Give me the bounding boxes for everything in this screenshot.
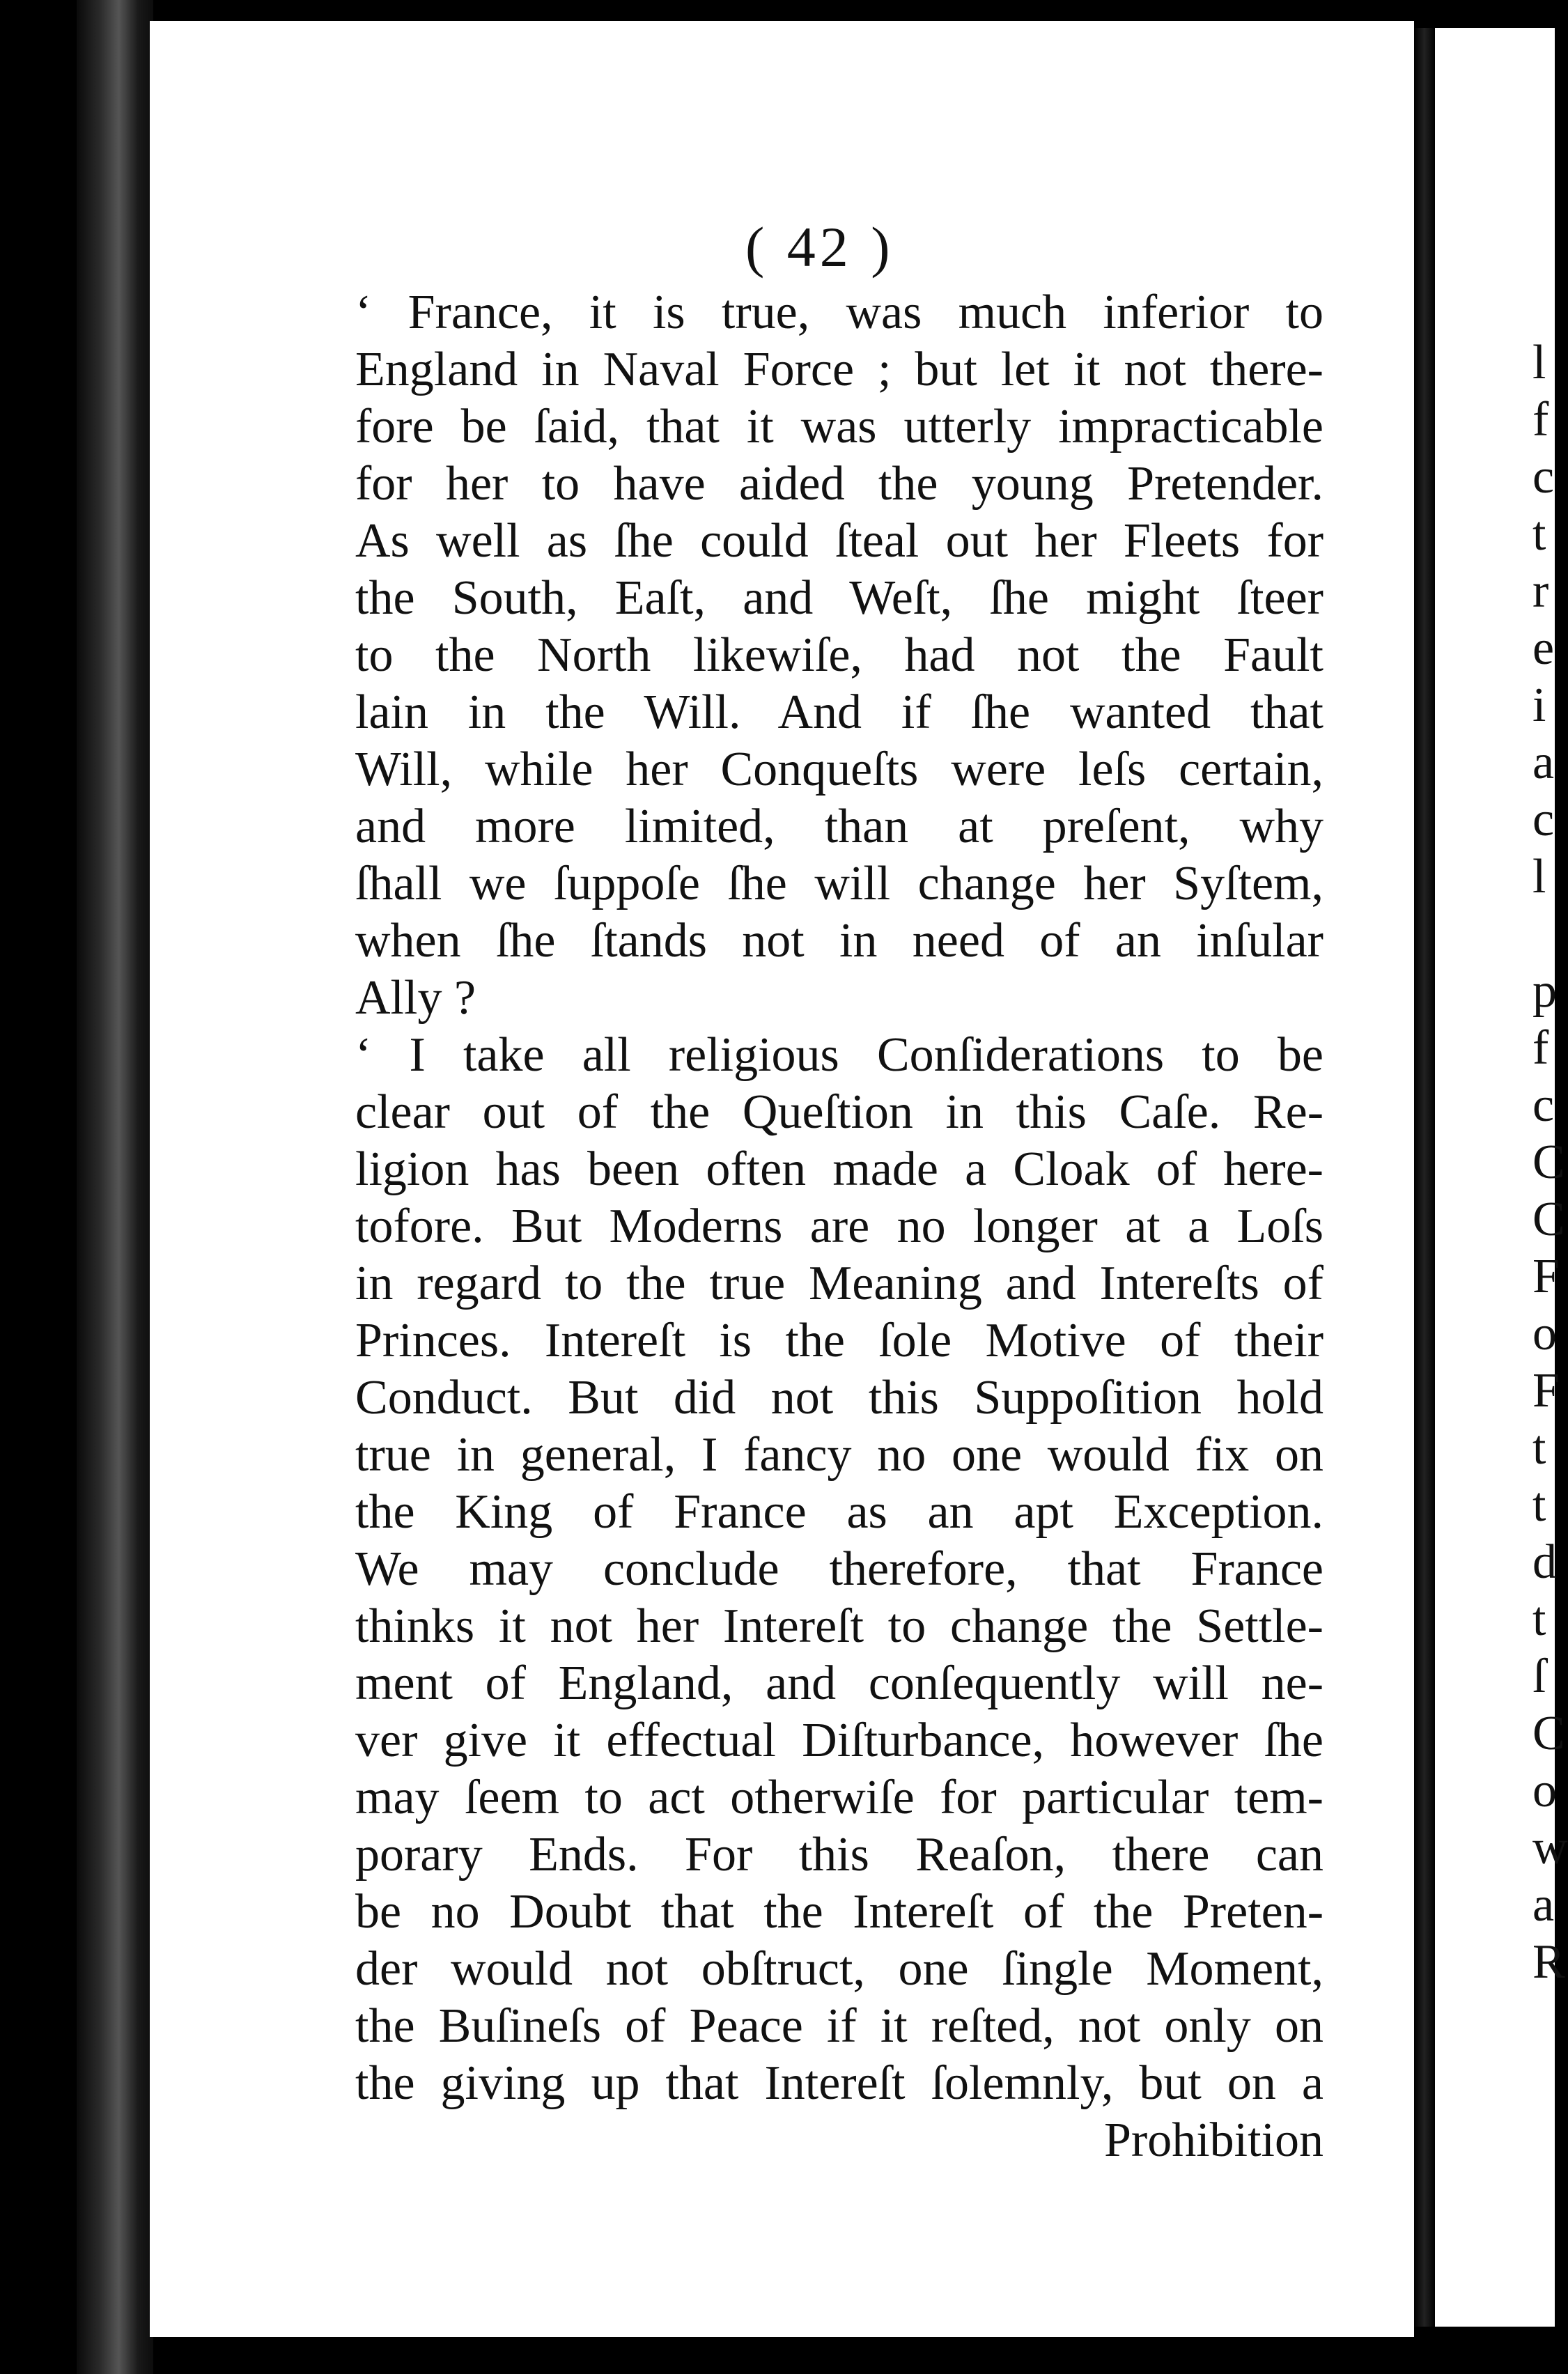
facing-page-letter: o: [1532, 1307, 1557, 1360]
facing-page-letter: w: [1532, 1821, 1568, 1875]
facing-page-letters: [1532, 334, 1568, 1991]
facing-page-letter: c: [1532, 793, 1555, 846]
text-line: clear out of the Queſtion in this Caſe. Re-: [355, 1085, 1324, 1139]
facing-page-letter: e: [1532, 621, 1555, 675]
facing-page-letter: l: [1532, 850, 1546, 903]
text-line: ‘ France, it is true, was much inferior to: [355, 286, 1324, 339]
facing-page-letter: c: [1532, 1078, 1555, 1132]
facing-page-letter: d: [1532, 1535, 1557, 1589]
facing-page-letter: [1532, 906, 1555, 963]
facing-page-letter: t: [1532, 1421, 1546, 1475]
facing-page-letter: R: [1532, 1935, 1565, 1989]
facing-page-letter: i: [1532, 678, 1546, 732]
text-line: the King of France as an apt Exception.: [355, 1485, 1324, 1539]
page-gutter: [1414, 28, 1435, 2327]
text-line: Ally ?: [355, 971, 476, 1025]
facing-page-letter: l: [1532, 336, 1546, 389]
text-line: in regard to the true Meaning and Intereſts of: [355, 1257, 1324, 1310]
text-line: be no Doubt that the Intereſt of the Preten-: [355, 1885, 1324, 1939]
facing-page-letter: t: [1532, 1592, 1546, 1646]
text-line: lain in the Will. And if ſhe wanted that: [355, 685, 1324, 739]
facing-page-letter: a: [1532, 1878, 1555, 1932]
page-number: ( 42 ): [745, 215, 894, 279]
text-line: true in general, I fancy no one would fix on: [355, 1428, 1324, 1482]
text-line: ‘ I take all religious Conſiderations to be: [355, 1028, 1324, 1082]
facing-page-letter: f: [1532, 1021, 1549, 1075]
facing-page-letter: C: [1532, 1707, 1565, 1760]
text-line: Conduct. But did not this Suppoſition hold: [355, 1371, 1324, 1425]
facing-page-letter: C: [1532, 1193, 1565, 1246]
text-line: when ſhe ſtands not in need of an inſular: [355, 914, 1324, 968]
body-text: [355, 284, 1324, 2169]
text-line: to the North likewiſe, had not the Fault: [355, 628, 1324, 682]
text-line: ligion has been often made a Cloak of here-: [355, 1142, 1324, 1196]
text-line: As well as ſhe could ſteal out her Fleets for: [355, 514, 1324, 568]
facing-page-letter: t: [1532, 1478, 1546, 1532]
text-line: Will, while her Conqueſts were leſs certain,: [355, 743, 1324, 796]
facing-page-letter: t: [1532, 507, 1546, 561]
facing-page-letter: f: [1532, 393, 1549, 447]
facing-page-letter: a: [1532, 736, 1555, 789]
text-line: tofore. But Moderns are no longer at a Loſs: [355, 1200, 1324, 1253]
facing-page-letter: o: [1532, 1764, 1557, 1817]
facing-page-letter: r: [1532, 564, 1549, 618]
facing-page-letter: p: [1532, 964, 1557, 1018]
text-line: the Buſineſs of Peace if it reſted, not only on: [355, 1999, 1324, 2053]
text-line: We may conclude therefore, that France: [355, 1542, 1324, 1596]
facing-page-letter: c: [1532, 450, 1555, 504]
facing-page-letter: F: [1532, 1250, 1560, 1303]
catchword: Prohibition: [1103, 2113, 1324, 2167]
text-line: for her to have aided the young Pretender.: [355, 457, 1324, 511]
text-line: fore be ſaid, that it was utterly impracticable: [355, 400, 1324, 453]
text-line: ſhall we ſuppoſe ſhe will change her Syſtem,: [355, 857, 1324, 910]
text-line: porary Ends. For this Reaſon, there can: [355, 1828, 1324, 1882]
text-line: ver give it effectual Diſturbance, however ſhe: [355, 1714, 1324, 1767]
text-line: Princes. Intereſt is the ſole Motive of their: [355, 1314, 1324, 1367]
facing-page-letter: C: [1532, 1135, 1565, 1189]
text-line: may ſeem to act otherwiſe for particular tem-: [355, 1771, 1324, 1824]
facing-page-letter: ſ: [1532, 1650, 1546, 1703]
text-line: thinks it not her Intereſt to change the Settle-: [355, 1599, 1324, 1653]
book-spine: [77, 0, 153, 2374]
text-line: the South, Eaſt, and Weſt, ſhe might ſteer: [355, 571, 1324, 625]
text-line: and more limited, than at preſent, why: [355, 800, 1324, 853]
text-line: England in Naval Force ; but let it not there-: [355, 343, 1324, 396]
text-line: der would not obſtruct, one ſingle Moment,: [355, 1942, 1324, 1996]
facing-page-letter: F: [1532, 1364, 1560, 1418]
text-line: the giving up that Intereſt ſolemnly, but on a: [355, 2056, 1324, 2110]
text-line: ment of England, and conſequently will ne-: [355, 1657, 1324, 1710]
